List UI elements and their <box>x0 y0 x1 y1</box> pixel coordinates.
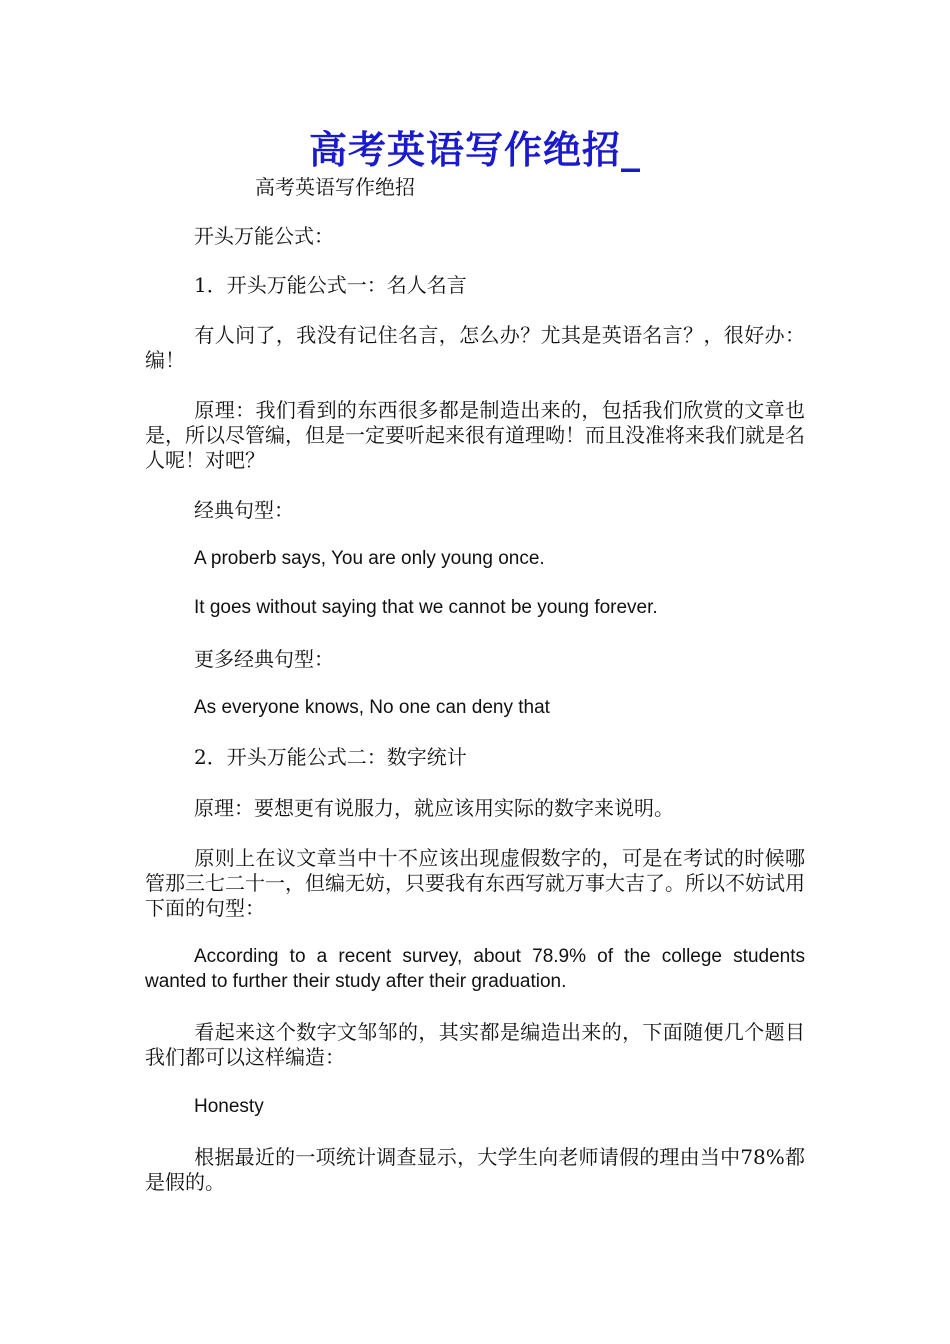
paragraph <box>145 323 805 373</box>
english-sentence-text: A proberb says, You are only young once. <box>194 548 545 569</box>
section-heading-text: 2．开头万能公式二：数字统计 <box>194 745 467 769</box>
paragraph <box>145 398 805 473</box>
paragraph-text: 经典句型： <box>194 498 294 522</box>
paragraph <box>145 796 805 821</box>
paragraph-text: 有人问了，我没有记住名言，怎么办？尤其是英语名言？，很好办：编！ <box>145 323 805 372</box>
english-sentence-text: It goes without saying that we cannot be young forever. <box>194 597 658 618</box>
paragraph-text: 原理：要想更有说服力，就应该用实际的数字来说明。 <box>194 796 674 820</box>
paragraph <box>145 647 805 672</box>
document-subtitle: 高考英语写作绝招 <box>255 175 415 199</box>
paragraph-text: 原则上在议文章当中十不应该出现虚假数字的，可是在考试的时候哪管那三七二十一，但编无妨，只要我有东西写就万事大吉了。所以不妨试用下面的句型： <box>145 846 805 920</box>
paragraph-text: 更多经典句型： <box>194 647 334 671</box>
english-sentence-text: According to a recent survey, about 78.9% of the college students wanted to further their study after their graduation. <box>145 946 805 992</box>
paragraph-text: 根据最近的一项统计调查显示，大学生向老师请假的理由当中78%都是假的。 <box>145 1145 805 1194</box>
paragraph <box>145 498 805 523</box>
paragraph <box>145 224 805 249</box>
paragraph <box>145 1145 805 1195</box>
english-sentence <box>145 695 805 720</box>
paragraph <box>145 846 805 921</box>
english-sentence <box>145 595 805 620</box>
paragraph <box>145 1020 805 1070</box>
english-sentence-text: As everyone knows, No one can deny that <box>194 697 550 718</box>
section-heading-text: 1．开头万能公式一：名人名言 <box>194 273 467 297</box>
section-heading <box>145 273 805 298</box>
english-sentence <box>145 546 805 571</box>
paragraph-text: 开头万能公式： <box>194 224 334 248</box>
section-heading <box>145 745 805 770</box>
paragraph-text: 原理：我们看到的东西很多都是制造出来的，包括我们欣赏的文章也是，所以尽管编，但是一定要听起来很有道理呦！而且没准将来我们就是名人呢！对吧？ <box>145 398 805 472</box>
english-heading <box>145 1094 805 1119</box>
document-title: 高考英语写作绝招_ <box>308 127 641 172</box>
english-sentence <box>145 944 805 994</box>
paragraph-text: 看起来这个数字文邹邹的，其实都是编造出来的，下面随便几个题目我们都可以这样编造： <box>145 1020 805 1069</box>
english-heading-text: Honesty <box>194 1096 264 1117</box>
